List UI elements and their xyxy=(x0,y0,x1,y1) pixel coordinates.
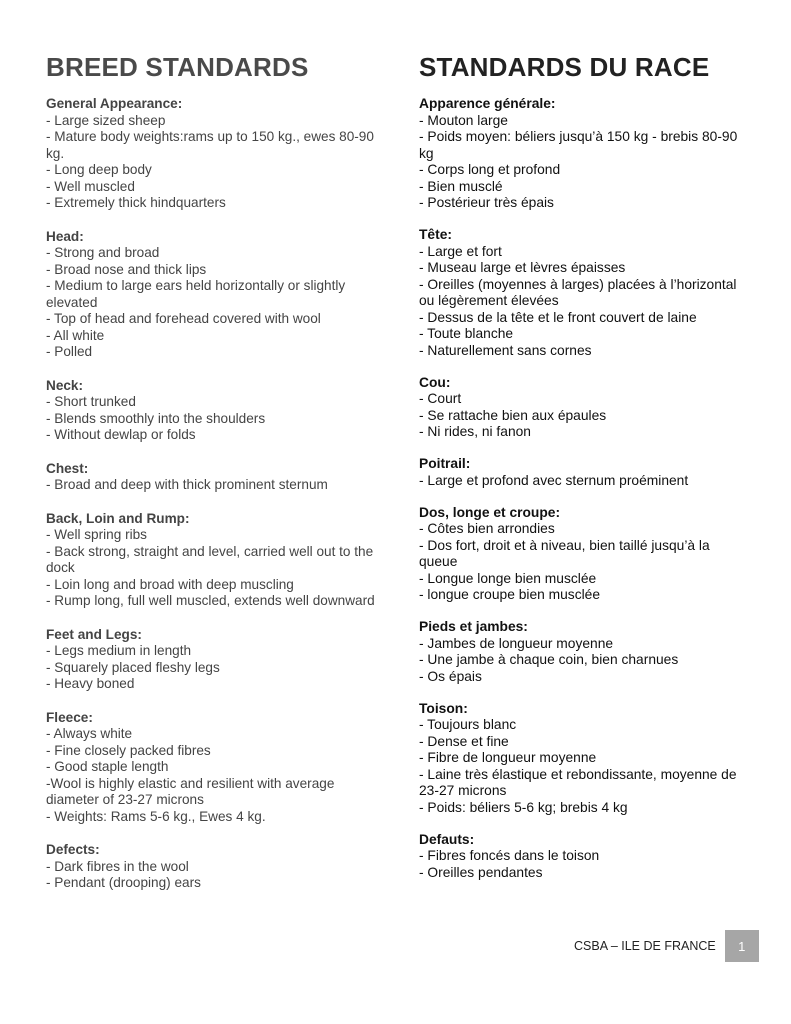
section xyxy=(419,227,749,359)
section-heading: Defauts: xyxy=(419,831,475,847)
section-heading: Neck: xyxy=(46,377,84,393)
section xyxy=(419,96,749,212)
section-line: - Medium to large ears held horizontally or slightly elevated xyxy=(46,278,346,310)
section xyxy=(46,96,386,212)
section-line: - Dessus de la tête et le front couvert de laine xyxy=(419,309,697,325)
section-heading: Dos, longe et croupe: xyxy=(419,504,561,520)
page-number: 1 xyxy=(725,930,759,962)
english-title: BREED STANDARDS xyxy=(46,52,309,82)
section-line: - Museau large et lèvres épaisses xyxy=(419,260,626,275)
section-line: - Broad nose and thick lips xyxy=(46,261,207,277)
section-line: - Dense et fine xyxy=(419,733,509,749)
section-line: - Dark fibres in the wool xyxy=(46,858,189,874)
section-line: - All white xyxy=(46,327,105,343)
section-line: - Without dewlap or folds xyxy=(46,427,196,442)
section-line: - longue croupe bien musclée xyxy=(419,587,601,602)
section xyxy=(419,701,749,817)
section-line: - Jambes de longueur moyenne xyxy=(419,635,614,651)
section-heading: Defects: xyxy=(46,842,100,857)
section-heading: Chest: xyxy=(46,460,89,476)
section-line: - Naturellement sans cornes xyxy=(419,342,592,358)
section-line: - Short trunked xyxy=(46,394,136,409)
section-heading: Back, Loin and Rump: xyxy=(46,510,190,526)
section-line: - Fibres foncés dans le toison xyxy=(419,848,600,863)
section-line: - Laine très élastique et rebondissante, moyenne de 23-27 microns xyxy=(419,766,737,798)
section xyxy=(419,832,749,882)
section-line: - Top of head and forehead covered with wool xyxy=(46,311,321,326)
section-line: - Ni rides, ni fanon xyxy=(419,424,531,439)
footer-text: CSBA – ILE DE FRANCE xyxy=(574,939,716,953)
french-title: STANDARDS DU RACE xyxy=(419,52,710,82)
section-line: - Court xyxy=(419,391,462,406)
section-line: - Back strong, straight and level, carried well out to the dock xyxy=(46,543,374,575)
section-heading: General Appearance: xyxy=(46,96,183,111)
section-line: - Longue longe bien musclée xyxy=(419,570,597,586)
section-line: - Legs medium in length xyxy=(46,643,192,658)
section-heading: Fleece: xyxy=(46,709,93,725)
section-line: - Rump long, full well muscled, extends well downward xyxy=(46,593,375,608)
section-heading: Toison: xyxy=(419,700,468,716)
section-line: - Toujours blanc xyxy=(419,717,517,732)
section xyxy=(419,375,749,441)
section-line: - Large et fort xyxy=(419,243,502,259)
section-line: - Se rattache bien aux épaules xyxy=(419,407,607,423)
section-line: - Loin long and broad with deep muscling xyxy=(46,576,294,592)
section-line: - Broad and deep with thick prominent sternum xyxy=(46,477,328,492)
section-heading: Tête: xyxy=(419,227,452,242)
french-sections xyxy=(419,96,749,881)
section xyxy=(419,619,749,685)
section-line: - Well spring ribs xyxy=(46,527,147,542)
section-line: - Poids: béliers 5-6 kg; brebis 4 kg xyxy=(419,799,628,815)
english-sections xyxy=(46,96,386,892)
section-line: - Blends smoothly into the shoulders xyxy=(46,410,266,426)
section-line: - Corps long et profond xyxy=(419,162,561,177)
section-line: - Strong and broad xyxy=(46,245,160,260)
section-line: - Extremely thick hindquarters xyxy=(46,195,226,210)
section xyxy=(46,378,386,444)
section-line: - Pendant (drooping) ears xyxy=(46,875,201,890)
english-column xyxy=(46,52,386,909)
section-line: - Fine closely packed fibres xyxy=(46,742,211,758)
section-heading: Pieds et jambes: xyxy=(419,619,528,634)
section-line: - Une jambe à chaque coin, bien charnues xyxy=(419,652,679,667)
section-heading: Poitrail: xyxy=(419,456,471,471)
section-line: - Mouton large xyxy=(419,112,508,128)
section-line: - Oreilles (moyennes à larges) placées à l’horizontal ou légèrement élevées xyxy=(419,276,737,308)
section-line: - Well muscled xyxy=(46,178,135,194)
section xyxy=(46,511,386,610)
french-column xyxy=(419,52,749,897)
section xyxy=(46,229,386,361)
section-line: - Dos fort, droit et à niveau, bien taillé jusqu’à la queue xyxy=(419,537,710,569)
section xyxy=(46,627,386,693)
section xyxy=(46,842,386,892)
section-line: - Large sized sheep xyxy=(46,112,166,128)
section-line: - Polled xyxy=(46,344,93,359)
section xyxy=(46,461,386,494)
section-heading: Cou: xyxy=(419,374,451,390)
section-heading: Feet and Legs: xyxy=(46,626,142,642)
section-line: - Côtes bien arrondies xyxy=(419,521,555,536)
section-line: - Bien musclé xyxy=(419,178,503,194)
section-line: - Postérieur très épais xyxy=(419,195,554,210)
section xyxy=(419,505,749,604)
section-line: - Squarely placed fleshy legs xyxy=(46,659,220,675)
section-line: - Oreilles pendantes xyxy=(419,864,543,880)
section-line: -Wool is highly elastic and resilient with average diameter of 23-27 microns xyxy=(46,775,335,807)
section-line: - Good staple length xyxy=(46,759,169,774)
section xyxy=(46,710,386,826)
section-line: - Os épais xyxy=(419,668,482,684)
section-line: - Fibre de longueur moyenne xyxy=(419,750,597,765)
section-line: - Mature body weights:rams up to 150 kg., ewes 80-90 kg. xyxy=(46,129,374,161)
section-line: - Poids moyen: béliers jusqu’à 150 kg - brebis 80-90 kg xyxy=(419,129,738,161)
section-heading: Head: xyxy=(46,228,84,244)
section-line: - Long deep body xyxy=(46,162,152,177)
section-line: - Toute blanche xyxy=(419,326,514,341)
section-line: - Heavy boned xyxy=(46,676,135,691)
section xyxy=(419,456,749,489)
page-footer xyxy=(574,930,759,962)
section-heading: Apparence générale: xyxy=(419,96,556,111)
section-line: - Always white xyxy=(46,726,133,741)
section-line: - Large et profond avec sternum proéminent xyxy=(419,472,689,488)
section-line: - Weights: Rams 5-6 kg., Ewes 4 kg. xyxy=(46,808,266,824)
